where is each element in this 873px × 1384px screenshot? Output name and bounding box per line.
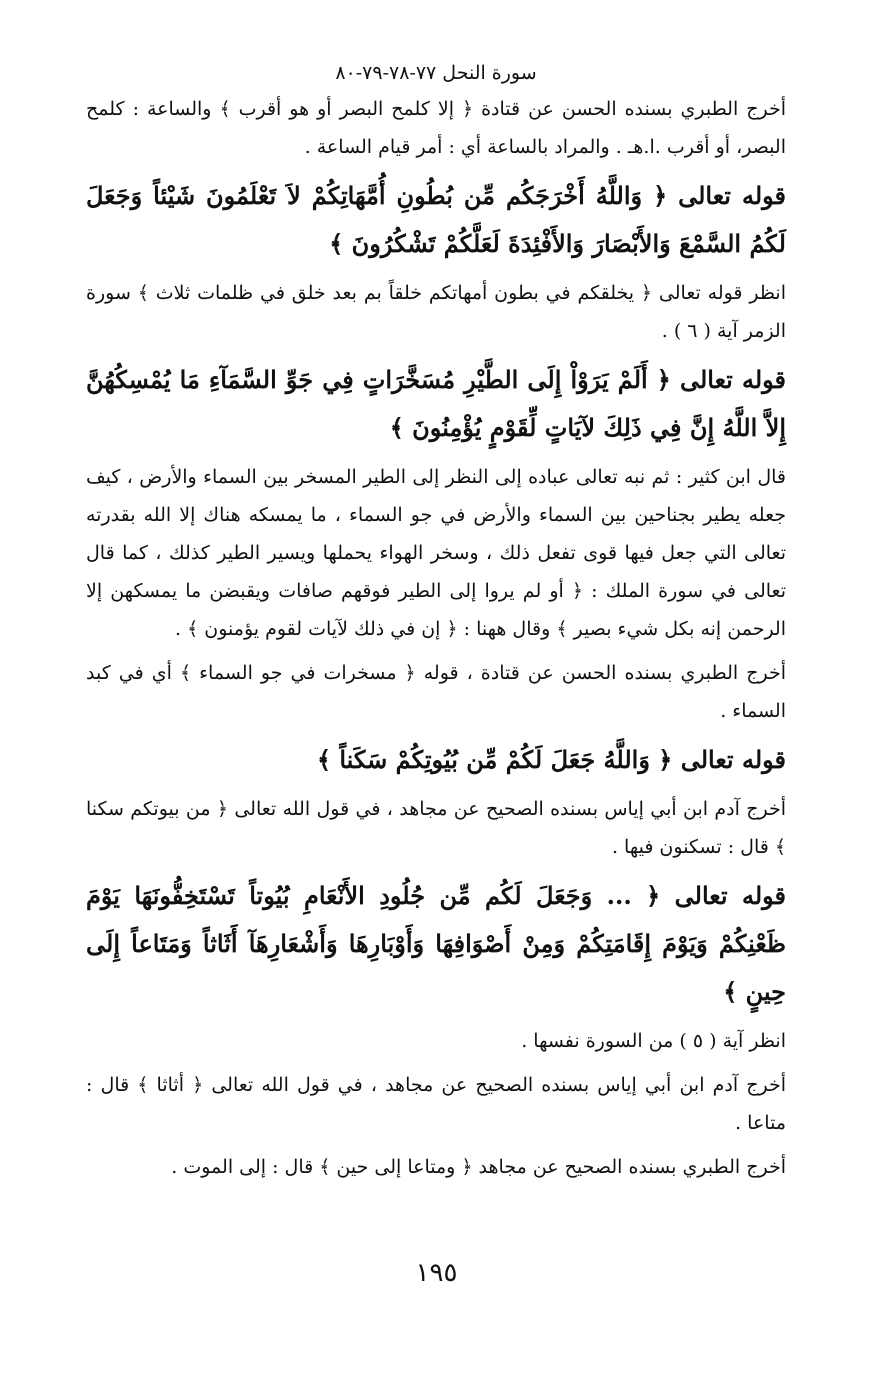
verse-heading-80-hides: قوله تعالى ﴿ ... وَجَعَلَ لَكُم مِّن جُلُودِ الأَنْعَامِ بُيُوتاً تَسْتَخِفُّونَهَا يَوْمَ ظَعْنِكُمْ وَيَوْمَ إِقَامَتِكُمْ وَمِنْ أَصْوَافِهَا وَأَوْبَارِهَا وَأَشْعَارِهَآ أَثَاثاً وَمَتَاعاً إِلَى حِينٍ ﴾ xyxy=(86,881,786,1006)
paragraph-tabari-qatada-hour: أخرج الطبري بسنده الحسن عن قتادة ﴿ إلا كلمح البصر أو هو أقرب ﴾ والساعة : كلمح البصر، أو أقرب .ا.هـ . والمراد بالساعة أي : أمر قيام الساعة . xyxy=(86,98,786,158)
paragraph-mujahid-hin: أخرج الطبري بسنده الصحيح عن مجاهد ﴿ ومتاعا إلى حين ﴾ قال : إلى الموت . xyxy=(171,1156,786,1178)
paragraph-see-verse-5: انظر آية ( ٥ ) من السورة نفسها . xyxy=(521,1030,786,1052)
paragraph-ibn-kathir: قال ابن كثير : ثم نبه تعالى عباده إلى النظر إلى الطير المسخر بين السماء والأرض ، كيف جعله يطير بجناحين بين السماء والأرض في جو السماء ، ما يمسكه هناك إلا الله بقدرته تعالى التي جعل فيها قوى تفعل ذلك ، وسخر الهواء يحملها ويسير الطير كذلك ، كما قال تعالى في سورة الملك : ﴿ أو لم يروا إلى الطير فوقهم صافات ويقبضن ما يمسكهن إلا الرحمن إنه بكل شيء بصير ﴾ وقال ههنا : ﴿ إن في ذلك لآيات لقوم يؤمنون ﴾ . xyxy=(86,466,786,640)
paragraph-zumar-reference: انظر قوله تعالى ﴿ يخلقكم في بطون أمهاتكم خلقاً بم بعد خلق في ظلمات ثلاث ﴾ سورة الزمر آية ( ٦ ) . xyxy=(86,282,786,342)
page-body xyxy=(86,56,786,1192)
running-header: سورة النحل ٧٧-٧٨-٧٩-٨٠ xyxy=(335,62,537,84)
page-number: ١٩٥ xyxy=(415,1258,458,1288)
verse-heading-79: قوله تعالى ﴿ أَلَمْ يَرَوْاْ إِلَى الطَّيْرِ مُسَخَّرَاتٍ فِي جَوِّ السَّمَآءِ مَا يُمْسِكُهُنَّ إِلاَّ اللَّهُ إِنَّ فِي ذَلِكَ لآيَاتٍ لِّقَوْمٍ يُؤْمِنُونَ ﴾ xyxy=(86,365,786,442)
verse-heading-80-houses: قوله تعالى ﴿ وَاللَّهُ جَعَلَ لَكُمْ مِّن بُيُوتِكُمْ سَكَناً ﴾ xyxy=(316,745,786,774)
paragraph-mujahid-athath: أخرج آدم ابن أبي إياس بسنده الصحيح عن مجاهد ، في قول الله تعالى ﴿ أثاثا ﴾ قال : متاعا . xyxy=(86,1074,786,1134)
verse-heading-78: قوله تعالى ﴿ وَاللَّهُ أَخْرَجَكُم مِّن بُطُونِ أُمَّهَاتِكُمْ لاَ تَعْلَمُونَ شَيْئاً وَجَعَلَ لَكُمُ السَّمْعَ وَالأَبْصَارَ وَالأَفْئِدَةَ لَعَلَّكُمْ تَشْكُرُونَ ﴾ xyxy=(86,181,786,258)
paragraph-tabari-qatada-birds: أخرج الطبري بسنده الحسن عن قتادة ، قوله ﴿ مسخرات في جو السماء ﴾ أي في كبد السماء . xyxy=(86,662,786,722)
paragraph-mujahid-sakan: أخرج آدم ابن أبي إياس بسنده الصحيح عن مجاهد ، في قول الله تعالى ﴿ من بيوتكم سكنا ﴾ قال : تسكنون فيها . xyxy=(86,798,786,858)
